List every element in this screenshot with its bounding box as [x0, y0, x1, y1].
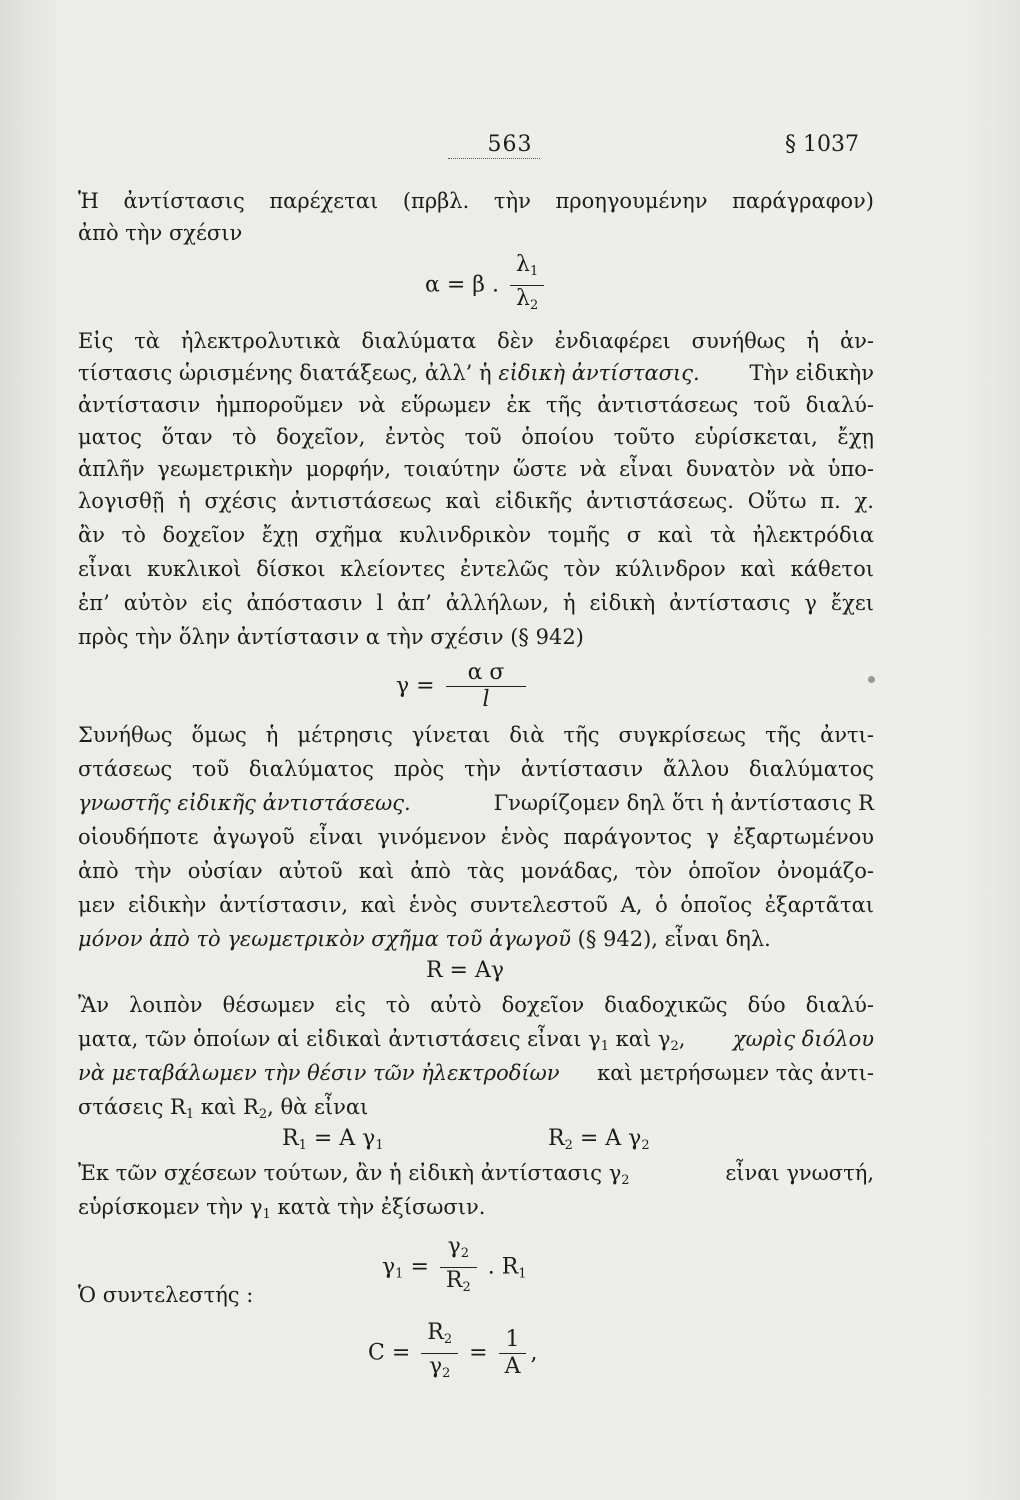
text-line: πρὸς τὴν ὅλην ἀντίστασιν α τὴν σχέσιν (§ 942) [78, 625, 584, 649]
equation-r1: $R_1 = A$ $\gamma_1$ [282, 1126, 384, 1153]
text-line: εἶναι κυκλικοὶ δίσκοι κλείοντες ἐντελῶς τὸν κύλινδρον καὶ κάθετοι [78, 557, 874, 581]
text-line: οἱουδήποτε ἀγωγοῦ εἶναι γινόμενον ἑνὸς παράγοντος γ ἐξαρτωμένου [78, 825, 874, 849]
margin-dot [868, 676, 875, 683]
italic-term: χωρὶς διόλου [732, 1027, 874, 1051]
text-line: στάσεις $R_1$ καὶ $R_2$, θὰ εἶναι [78, 1095, 369, 1122]
denominator: $\gamma_2$ [428, 1354, 451, 1381]
text-line: μεν εἰδικὴν ἀντίστασιν, καὶ ἑνὸς συντελεστοῦ Α, ὁ ὁποῖος ἐξαρτᾶται [78, 893, 874, 917]
numerator: α σ [446, 660, 527, 687]
text-line: Εἰς τὰ ἠλεκτρολυτικὰ διαλύματα δὲν ἐνδιαφέρει συνήθως ἡ ἀν- [78, 329, 874, 353]
text-line: μόνον ἀπὸ τὸ γεωμετρικὸν σχῆμα τοῦ ἀγωγοῦ (§ 942), εἶναι δηλ. [78, 927, 771, 951]
text-line: ματος ὅταν τὸ δοχεῖον, ἐντὸς τοῦ ὁποίου τοῦτο εὑρίσκεται, ἔχῃ [78, 425, 874, 449]
fraction [446, 660, 527, 713]
page-number: 563 [487, 132, 533, 157]
header-rule [448, 158, 540, 159]
equation-lhs: α = β . [425, 272, 499, 298]
italic-term: μόνον ἀπὸ τὸ γεωμετρικὸν σχῆμα τοῦ ἀγωγοῦ [78, 927, 571, 951]
text-line: στάσεως τοῦ διαλύματος πρὸς τὴν ἀντίστασιν ἄλλου διαλύματος [78, 757, 874, 781]
numerator: $\lambda_1$ [510, 252, 544, 286]
text-line: ἁπλῆν γεωμετρικὴν μορφήν, τοιαύτην ὥστε νὰ εἶναι δυνατὸν νὰ ὑπο- [78, 457, 874, 481]
equation-lhs: γ = [396, 673, 435, 699]
denominator: $\lambda_2$ [515, 286, 539, 313]
text-line: Ἡ ἀντίστασις παρέχεται (πρβλ. τὴν προηγουμένην παράγραφον) [78, 189, 874, 213]
italic-term: εἰδικὴ ἀντίστασις. [498, 361, 700, 385]
numerator: $R_2$ [421, 1320, 458, 1354]
numerator: $\gamma_2$ [440, 1234, 477, 1268]
text-line: γνωστῆς εἰδικῆς ἀντιστάσεως. Γνωρίζομεν δηλ ὅτι ἡ ἀντίστασις R [78, 791, 874, 815]
fraction [421, 1320, 458, 1387]
page-header [0, 124, 1020, 164]
text-line: Ἂν λοιπὸν θέσωμεν εἰς τὸ αὐτὸ δοχεῖον διαδοχικῶς δύο διαλύ- [78, 993, 874, 1017]
text-line: Συνήθως ὅμως ἡ μέτρησις γίνεται διὰ τῆς συγκρίσεως τῆς ἀντι- [78, 723, 874, 747]
text-line: ἐπ’ αὐτὸν εἰς ἀπόστασιν l ἀπ’ ἀλλήλων, ἡ εἰδικὴ ἀντίστασις γ ἔχει [78, 591, 874, 615]
text-line: ἀντίστασιν ἠμποροῦμεν νὰ εὕρωμεν ἐκ τῆς ἀντιστάσεως τοῦ διαλύ- [78, 393, 874, 417]
denominator: $R_2$ [445, 1268, 471, 1295]
equation-gamma [396, 660, 530, 713]
equation-alpha [425, 252, 548, 319]
text-line: νὰ μεταβάλωμεν τὴν θέσιν τῶν ἠλεκτροδίων καὶ μετρήσωμεν τὰς ἀντι- [78, 1061, 874, 1085]
equation-r: R = Αγ [426, 958, 505, 983]
fraction [499, 1327, 527, 1380]
text-line: λογισθῇ ἡ σχέσις ἀντιστάσεως καὶ εἰδικῆς ἀντιστάσεως. Οὕτω π. χ. [78, 489, 874, 513]
equation-coefficient: C = $\frac{R_2}{\gamma_2}$ = $\frac{1}{A}$ , [368, 1320, 537, 1387]
equation-r2: $R_2 = A$ $\gamma_2$ [548, 1126, 650, 1153]
equation-gamma1: $\gamma_1$ = $\frac{\gamma_2}{R_2}$ . $R_1$ [382, 1234, 527, 1301]
text-line: εὑρίσκομεν τὴν $\gamma_1$ κατὰ τὴν ἐξίσωσιν. [78, 1195, 486, 1222]
text-line: ἀπὸ τὴν οὐσίαν αὐτοῦ καὶ ἀπὸ τὰς μονάδας, τὸν ὁποῖον ὀνομάζο- [78, 859, 874, 883]
fraction [510, 252, 544, 319]
text-line: Ὁ συντελεστής : [78, 1283, 254, 1307]
text-line: Ἐκ τῶν σχέσεων τούτων, ἂν ἡ εἰδικὴ ἀντίστασις $\gamma_2$ εἶναι γνωστή, [78, 1161, 874, 1188]
italic-term: γνωστῆς εἰδικῆς ἀντιστάσεως. [78, 791, 411, 815]
denominator: Α [504, 1354, 521, 1379]
numerator: 1 [499, 1327, 527, 1354]
text-line: ἂν τὸ δοχεῖον ἔχῃ σχῆμα κυλινδρικὸν τομῆς σ καὶ τὰ ἠλεκτρόδια [78, 523, 874, 547]
section-number: § 1037 [785, 132, 859, 157]
text-line: ματα, τῶν ὁποίων αἱ εἰδικαὶ ἀντιστάσεις εἶναι $\gamma_1$ καὶ $\gamma_2$, χωρὶς διόλου [78, 1024, 874, 1062]
text-line: τίστασις ὡρισμένης διατάξεως, ἀλλ’ ἡ εἰδικὴ ἀντίστασις. Τὴν εἰδικὴν [78, 361, 874, 385]
denominator: l [482, 687, 490, 712]
italic-term: νὰ μεταβάλωμεν τὴν θέσιν τῶν ἠλεκτροδίων [78, 1061, 560, 1085]
text-line: ἀπὸ τὴν σχέσιν [78, 221, 243, 245]
